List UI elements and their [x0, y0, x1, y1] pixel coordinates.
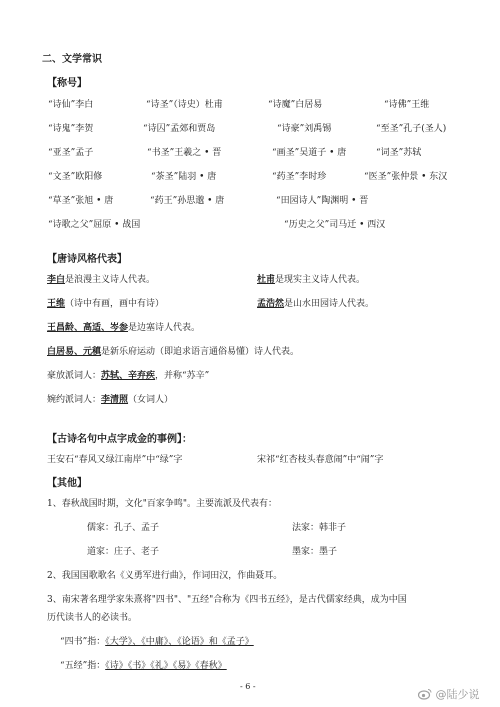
wang-wei-line	[47, 296, 164, 309]
title-entry: “茶圣”陆羽 • 唐	[151, 172, 217, 182]
five-classics-label: “五经”指：	[60, 661, 106, 671]
wanyue-suffix: （女词人）	[128, 395, 174, 405]
five-classics-line	[60, 658, 227, 671]
school-mohist: 墨家：墨子	[292, 547, 338, 557]
famous-lines-header: 【古诗名句中点字成金的事例】：	[47, 434, 192, 445]
title-entry: “至圣”孔子(圣人)	[376, 124, 447, 134]
haofang-label: 豪放派词人：	[47, 371, 102, 381]
title-entry: “诗歌之父”屈原 • 战国	[48, 220, 141, 230]
others-item-3-line-1: 3、南宋著名理学家朱熹将"四书"、"五经"合称为《四书五经》，是古代儒家经典，成为中国	[47, 595, 407, 605]
title-entry: “历史之父”司马迁 • 西汉	[284, 220, 386, 230]
title-entry: “药王”孙思邈 • 唐	[150, 196, 225, 206]
bai-yuan-desc: 是新乐府运动（即追求语言通俗易懂）诗人代表。	[101, 347, 300, 357]
title-entry: “文圣”欧阳修	[48, 172, 103, 182]
section-title: 二、文学常识	[42, 54, 102, 65]
title-entry: “诗仙”李白	[48, 100, 94, 110]
wang-wei-desc: （诗中有画，画中有诗）	[65, 299, 165, 309]
four-books-label: “四书”指：	[60, 637, 106, 647]
others-header: 【其他】	[47, 478, 87, 489]
title-entry: “书圣”王羲之 • 晋	[147, 148, 222, 158]
title-entry: “画圣”吴道子 • 唐	[272, 148, 347, 158]
title-names-header: 【称号】	[47, 78, 87, 89]
li-bai-desc: 是浪漫主义诗人代表。	[65, 275, 156, 285]
haofang-suffix: ，并称“苏辛”	[155, 371, 210, 381]
wanyue-label: 婉约派词人：	[47, 395, 102, 405]
tang-styles-header: 【唐诗风格代表】	[47, 254, 127, 265]
four-books-line	[60, 634, 254, 647]
bai-yuan-names: 白居易、元稹	[47, 347, 102, 357]
title-entry: “草圣”张旭 • 唐	[48, 196, 114, 206]
weibo-logo-icon	[418, 688, 432, 700]
du-fu-line	[257, 272, 365, 285]
others-item-1: 1、春秋战国时期，文化"百家争鸣"。主要流派及代表有：	[47, 499, 278, 509]
haofang-line	[47, 368, 209, 381]
li-bai-name: 李白	[47, 275, 66, 285]
title-entry: “诗豪”刘禹锡	[277, 124, 332, 134]
school-confucian: 儒家：孔子、孟子	[87, 523, 160, 533]
meng-name: 孟浩然	[257, 299, 285, 309]
others-item-2: 2、我国国歌歌名《义勇军进行曲》，作词田汉，作曲聂耳。	[47, 571, 283, 581]
watermark-text: @陆少说	[435, 688, 480, 701]
famous-example-1: 王安石“春风又绿江南岸”中“绿”字	[47, 455, 183, 465]
title-entry: “词圣”苏轼	[376, 148, 422, 158]
title-entry: “药圣”李时珍	[272, 172, 327, 182]
title-entry: “诗佛”王维	[384, 100, 430, 110]
title-entry: “诗鬼”李贺	[48, 124, 94, 134]
title-entry: “医圣”张仲景 • 东汉	[364, 172, 448, 182]
title-entry: “亚圣”孟子	[48, 148, 94, 158]
meng-line	[257, 296, 374, 309]
wanyue-name: 李清照	[101, 395, 129, 405]
bai-yuan-line	[47, 344, 299, 357]
school-legalist: 法家：韩非子	[292, 523, 347, 533]
frontier-line	[47, 320, 200, 333]
page-number: - 6 -	[240, 682, 256, 691]
du-fu-name: 杜甫	[257, 275, 276, 285]
title-entry: “田园诗人”陶渊明 • 晋	[276, 196, 369, 206]
watermark	[418, 686, 480, 702]
frontier-desc: 是边塞诗人代表。	[128, 323, 201, 333]
title-entry: “诗魔”白居易	[268, 100, 323, 110]
five-classics-list: 《诗》《书》《礼》《易》《春秋》	[105, 661, 227, 671]
haofang-names: 苏轼、辛弃疾	[101, 371, 156, 381]
title-entry: “诗圣”（诗史）杜甫	[146, 100, 223, 110]
title-entry: “诗囚”孟郊和贾岛	[143, 124, 216, 134]
famous-example-2: 宋祁“红杏枝头春意闹”中“闹”字	[257, 455, 384, 465]
meng-desc: 是山水田园诗人代表。	[284, 299, 375, 309]
others-item-3-line-2: 历代读书人的必读书。	[47, 613, 138, 623]
li-bai-line	[47, 272, 155, 285]
four-books-list: 《大学》、《中庸》、《论语》和《孟子》	[105, 637, 254, 647]
wanyue-line	[47, 392, 173, 405]
frontier-names: 王昌龄、高适、岑参	[47, 323, 129, 333]
du-fu-desc: 是现实主义诗人代表。	[275, 275, 366, 285]
wang-wei-name: 王维	[47, 299, 66, 309]
school-taoist: 道家：庄子、老子	[87, 547, 160, 557]
